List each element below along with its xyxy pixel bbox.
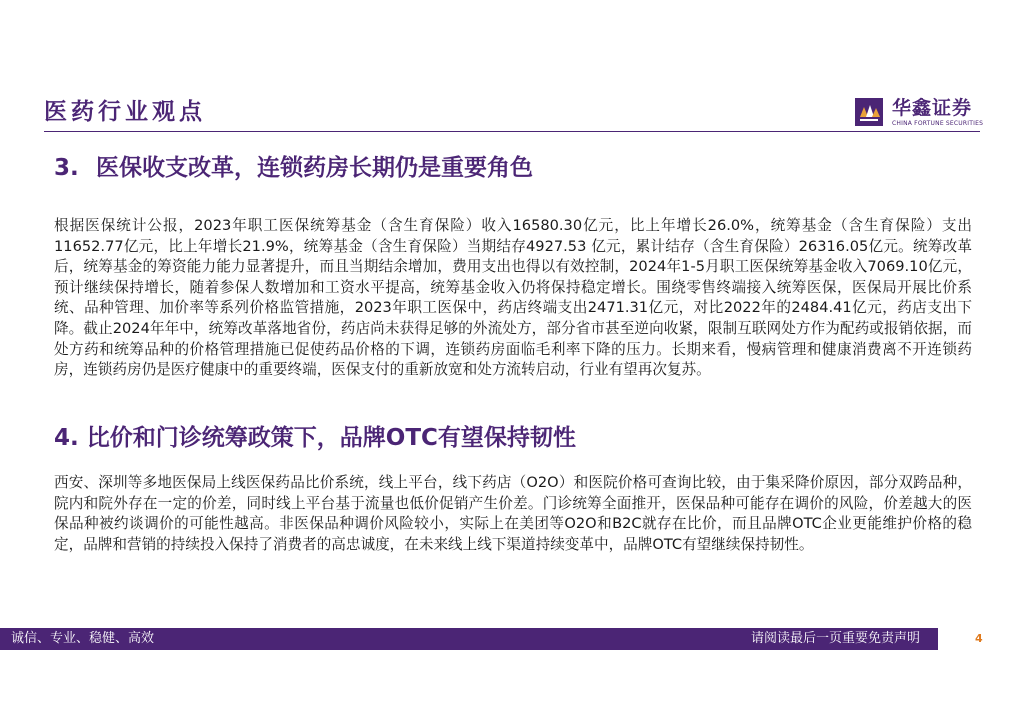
section-heading-3 bbox=[54, 153, 533, 183]
section-heading-4 bbox=[54, 423, 576, 453]
company-logo bbox=[855, 97, 985, 129]
logo-text-en: CHINA FORTUNE SECURITIES bbox=[892, 120, 984, 127]
footer-disclaimer: 请阅读最后一页重要免责声明 bbox=[750, 631, 920, 646]
section-body-3: 根据医保统计公报，2023年职工医保统筹基金（含生育保险）收入16580.30亿元，比上年增长26.0%，统筹基金（含生育保险）支出11652.77亿元，比上年增长21.9%，统筹基金（含生育保险）当期结存4927.53 亿元，累计结存（含生育保险）26316.05亿元。统筹改革后，统筹基金的筹资能力能力显著提升，而且当期结余增加，费用支出也得以有效控制，2024年1-5月职工医保统筹基金收入7069.10亿元，预计继续保持增长，随着参保人数增加和工资水平提高，统筹基金收入仍将保持稳定增长。围绕零售终端接入统筹医保，医保局开展比价系统、品种管理、加价率等系列价格监管措施，2023年职工医保中，药店终端支出2471.31亿元，对比2022年的2484.41亿元，药店支出下降。截止2024年年中，统筹改革落地省份，药店尚未获得足够的外流处方，部分省市甚至逆向收紧，限制互联网处方作为配药或报销依据，而处方药和统筹品种的价格管理措施已促使药品价格的下调，连锁药房面临毛利率下降的压力。长期来看，慢病管理和健康消费离不开连锁药房，连锁药房仍是医疗健康中的重要终端，医保支付的重新放宽和处方流转启动，行业有望再次复苏。 bbox=[54, 217, 972, 379]
section-number: 3. bbox=[54, 155, 79, 181]
section-title: 比价和门诊统筹政策下，品牌OTC有望保持韧性 bbox=[86, 425, 576, 451]
logo-text-cn: 华鑫证券 bbox=[892, 97, 973, 119]
footer-slogan: 诚信、专业、稳健、高效 bbox=[11, 631, 155, 646]
section-body-4: 西安、深圳等多地医保局上线医保药品比价系统，线上平台，线下药店（O2O）和医院价格可查询比较，由于集采降价原因，部分双跨品种，院内和院外存在一定的价差，同时线上平台基于流量也低价促销产生价差。门诊统筹全面推开，医保品种可能存在调价的风险，价差越大的医保品种被约谈调价的可能性越高。非医保品种调价风险较小，实际上在美团等O2O和B2C就存在比价，而且品牌OTC企业更能维护价格的稳定，品牌和营销的持续投入保持了消费者的高忠诚度，在未来线上线下渠道持续变革中，品牌OTC有望继续保持韧性。 bbox=[54, 474, 972, 553]
footer-bar bbox=[0, 628, 1024, 650]
section-title: 医保收支改革，连锁药房长期仍是重要角色 bbox=[96, 155, 533, 181]
section-number: 4. bbox=[54, 425, 79, 451]
page-title: 医药行业观点 bbox=[44, 99, 206, 125]
page-number-box bbox=[938, 628, 1024, 650]
page-number: 4 bbox=[975, 632, 983, 645]
logo-mark-icon bbox=[855, 98, 883, 126]
header-divider bbox=[44, 131, 980, 132]
